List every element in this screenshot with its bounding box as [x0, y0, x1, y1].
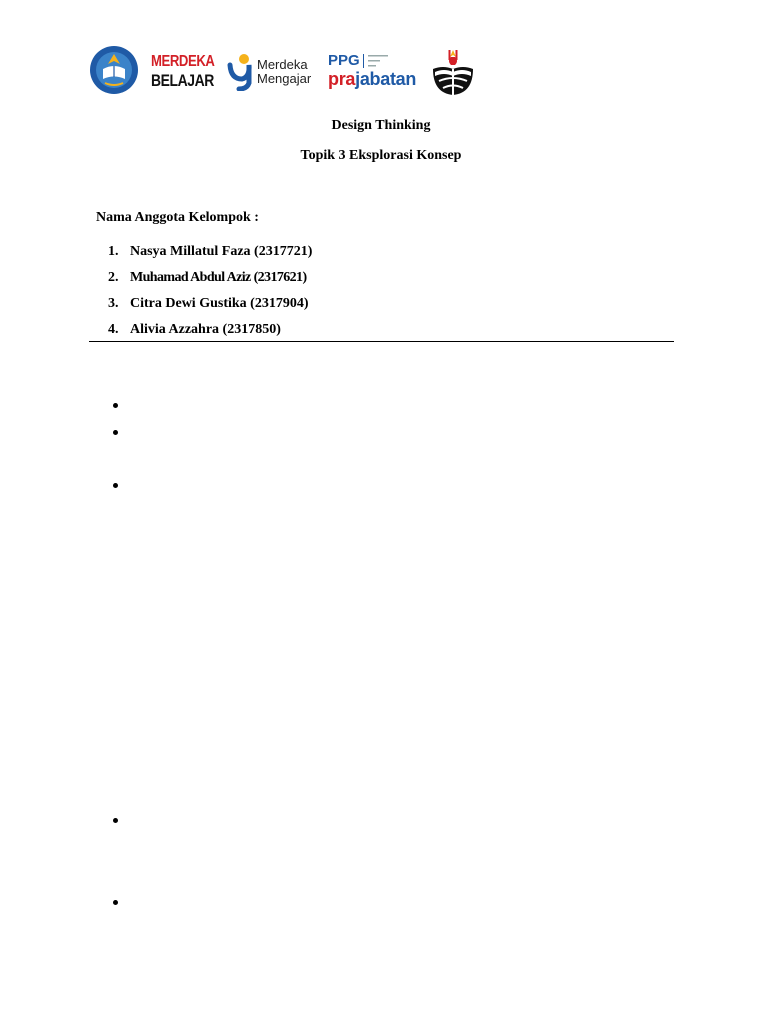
member-name: Alivia Azzahra (2317850) [130, 322, 281, 337]
logo-text-merdeka: Merdeka [257, 57, 308, 72]
document-title: Design Thinking [331, 118, 431, 133]
upi-logo-icon [429, 47, 477, 97]
bullet-icon [111, 480, 123, 492]
logo-text-mengajar: Mengajar [257, 70, 312, 86]
document-subtitle: Topik 3 Eksplorasi Konsep [300, 148, 462, 163]
bullet-icon [111, 897, 123, 909]
logo-text-prajabatan [328, 69, 416, 90]
ppg-prajabatan-logo [328, 52, 424, 94]
kemdikbud-logo-icon [89, 45, 139, 95]
logo-text-jabatan: jabatan [355, 69, 417, 89]
merdeka-belajar-logo [151, 54, 213, 92]
member-name: Nasya Millatul Faza (2317721) [130, 244, 313, 259]
logo-text-belajar: BELAJAR [151, 71, 214, 90]
logo-text-ppg: PPG [328, 52, 360, 69]
members-heading: Nama Anggota Kelompok : [96, 210, 259, 225]
member-name: Citra Dewi Gustika (2317904) [130, 296, 309, 311]
list-number: 2. [108, 270, 119, 285]
logo-text-merdeka: MERDEKA [151, 53, 215, 70]
horizontal-divider [89, 341, 674, 342]
list-number: 3. [108, 296, 119, 311]
small-print-lines-icon [368, 54, 392, 68]
member-name: Muhamad Abdul Aziz (2317621) [130, 270, 307, 285]
merdeka-mengajar-logo [227, 53, 319, 93]
list-number: 1. [108, 244, 119, 259]
bullet-icon [111, 427, 123, 439]
merdeka-mengajar-mark-icon [227, 53, 255, 91]
merdeka-mengajar-text [257, 58, 311, 85]
bullet-icon [111, 815, 123, 827]
logo-small-print [368, 54, 398, 69]
bullet-icon [111, 400, 123, 412]
logo-text-pra: pra [328, 69, 356, 89]
list-number: 4. [108, 322, 119, 337]
logo-divider [363, 54, 364, 68]
